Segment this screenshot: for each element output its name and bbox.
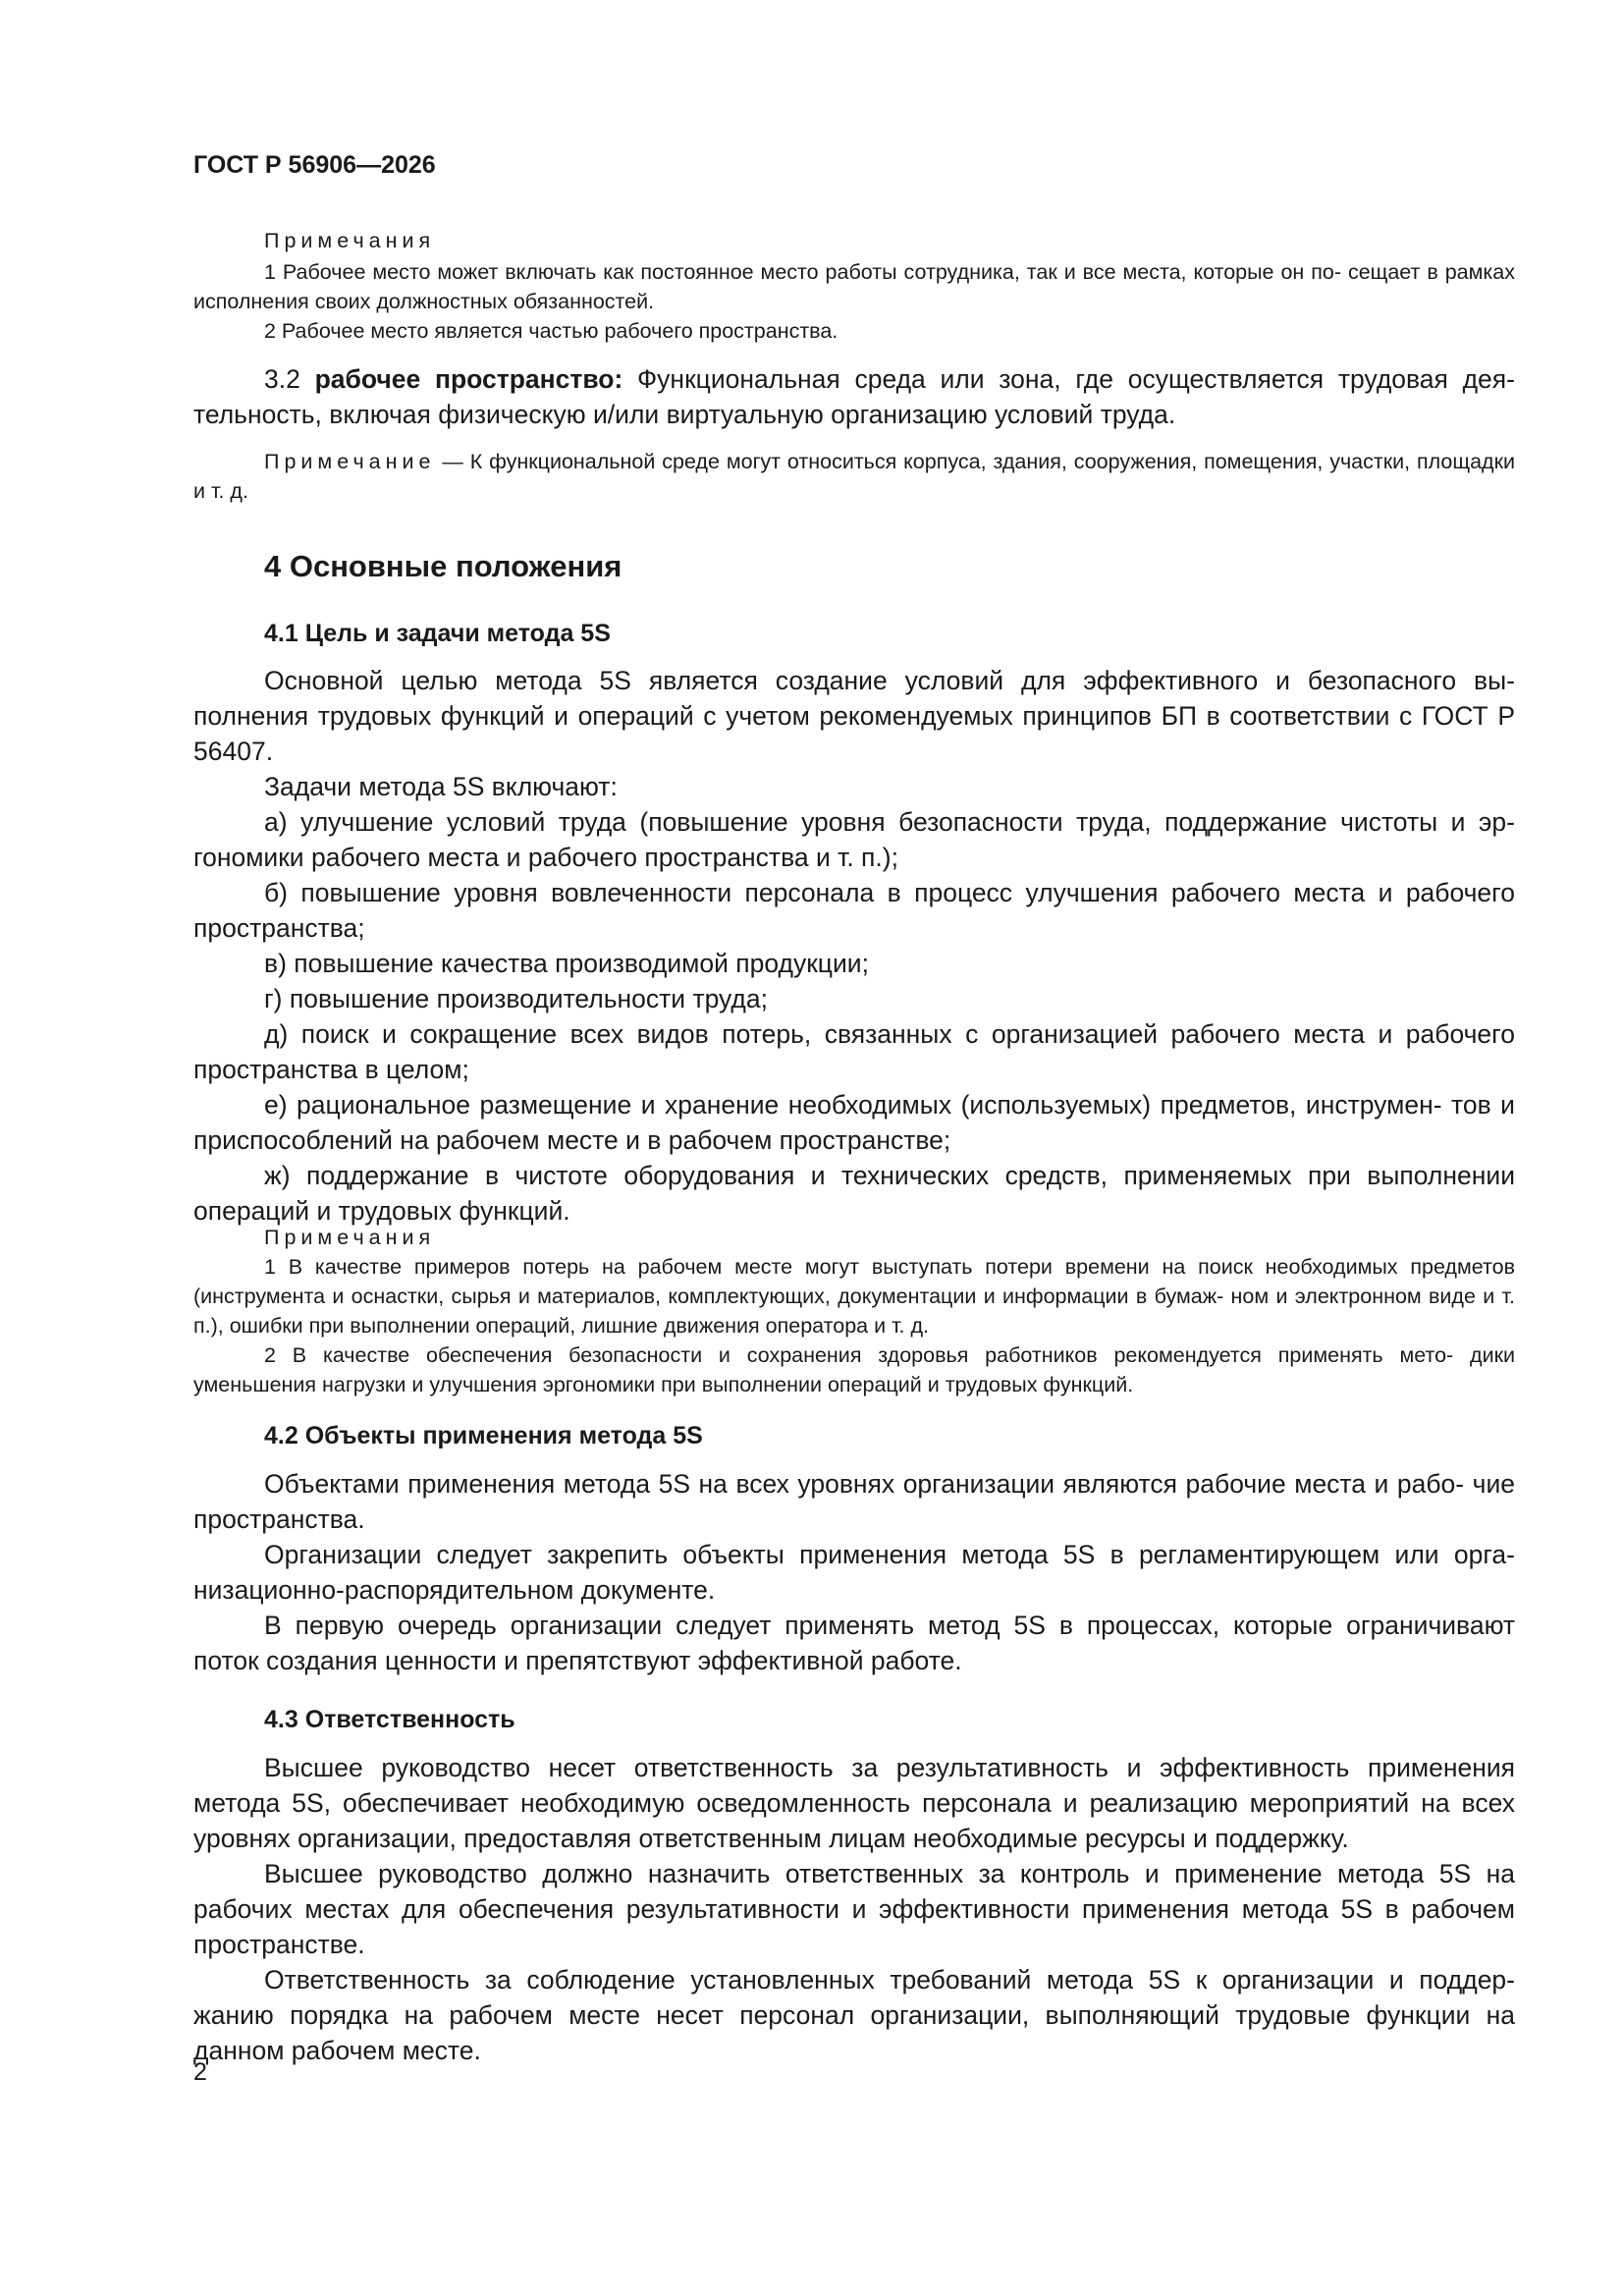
note-block: [193, 447, 1515, 506]
page-number: 2: [193, 2058, 207, 2086]
paragraph: Задачи метода 5S включают:: [264, 772, 618, 801]
standard-designation: ГОСТ Р 56906—2026: [193, 151, 436, 179]
paragraph: Высшее руководство несет ответственность за результативность и эффективность применения метода 5S, обеспечивает необходимую осведомленность персонала и реализацию мероприятий на всех уровнях организации, предоставляя ответственным лицам необходимые ресурсы и поддержку.: [193, 1753, 1515, 1853]
note-item: 1 В качестве примеров потерь на рабочем месте могут выступать потери времени на поиск необходимых предметов (инструмента и оснастки, сырья и материалов, комплектующих, документации и информации в бумаж- ном и электронном виде и т. п.), ошибки при выполнении операций, лишние движения оператора и т. д.: [193, 1255, 1515, 1338]
term-number: 3.2: [264, 364, 300, 394]
subsection-body: [193, 1750, 1515, 2068]
list-item: а) улучшение условий труда (повышение уровня безопасности труда, поддержание чистоты и эр- гономики рабочего места и рабочего пространства и т. п.);: [193, 807, 1515, 872]
note-label: Примечание: [264, 450, 436, 473]
term-definition: [193, 361, 1515, 432]
subsection-body: [193, 1466, 1515, 1678]
term-name: рабочее пространство:: [314, 364, 623, 394]
subsection-body: [193, 663, 1515, 1229]
notes-block: [193, 257, 1515, 346]
paragraph: Ответственность за соблюдение установленных требований метода 5S к организации и поддер- жанию порядка на рабочем месте несет персонал организации, выполняющий трудовые функции на данном рабочем месте.: [193, 1965, 1515, 2065]
note-text: — К функциональной среде могут относиться корпуса, здания, сооружения, помещения, участки, площадки и т. д.: [193, 450, 1515, 503]
list-item: ж) поддержание в чистоте оборудования и технических средств, применяемых при выполнении операций и трудовых функций.: [193, 1161, 1515, 1226]
paragraph: Организации следует закрепить объекты применения метода 5S в регламентирующем или орга- низационно-распорядительном документе.: [193, 1540, 1515, 1605]
note-item: 2 В качестве обеспечения безопасности и сохранения здоровья работников рекомендуется применять мето- дики уменьшения нагрузки и улучшения эргономики при выполнении операций и трудовых функций.: [193, 1343, 1515, 1396]
subsection-heading: 4.1 Цель и задачи метода 5S: [264, 620, 611, 647]
paragraph: В первую очередь организации следует применять метод 5S в процессах, которые ограничивают поток создания ценности и препятствуют эффективной работе.: [193, 1611, 1515, 1675]
note-item: 1 Рабочее место может включать как постоянное место работы сотрудника, так и все места, которые он по- сещает в рамках исполнения своих должностных обязанностей.: [193, 260, 1515, 313]
list-item: в) повышение качества производимой продукции;: [264, 949, 869, 978]
list-item: е) рациональное размещение и хранение необходимых (используемых) предметов, инструмен- тов и приспособлений на рабочем месте и в рабочем пространстве;: [193, 1090, 1515, 1155]
subsection-heading: 4.2 Объекты применения метода 5S: [264, 1422, 703, 1449]
paragraph: Основной целью метода 5S является создание условий для эффективного и безопасного вы- полнения трудовых функций и операций с учетом рекомендуемых принципов БП в соответствии с ГОСТ Р 56407.: [193, 666, 1515, 766]
notes-label: Примечания: [264, 229, 436, 252]
term-text: Функциональная среда или зона, где осуществляется трудовая дея- тельность, включая физическую и/или виртуальную организацию условий труда.: [193, 364, 1515, 429]
list-item: г) повышение производительности труда;: [264, 984, 768, 1013]
section-heading: 4 Основные положения: [264, 549, 622, 583]
note-item: 2 Рабочее место является частью рабочего пространства.: [264, 319, 839, 343]
list-item: б) повышение уровня вовлеченности персонала в процесс улучшения рабочего места и рабочего пространства;: [193, 878, 1515, 943]
subsection-heading: 4.3 Ответственность: [264, 1706, 515, 1733]
document-page: [193, 0, 1515, 2296]
list-item: д) поиск и сокращение всех видов потерь, связанных с организацией рабочего места и рабочего пространства в целом;: [193, 1019, 1515, 1084]
notes-label: Примечания: [264, 1226, 436, 1249]
paragraph: Объектами применения метода 5S на всех уровнях организации являются рабочие места и рабо- чие пространства.: [193, 1469, 1515, 1534]
notes-block: [193, 1252, 1515, 1399]
paragraph: Высшее руководство должно назначить ответственных за контроль и применение метода 5S на рабочих местах для обеспечения результативности и эффективности применения метода 5S в рабочем пространстве.: [193, 1859, 1515, 1959]
